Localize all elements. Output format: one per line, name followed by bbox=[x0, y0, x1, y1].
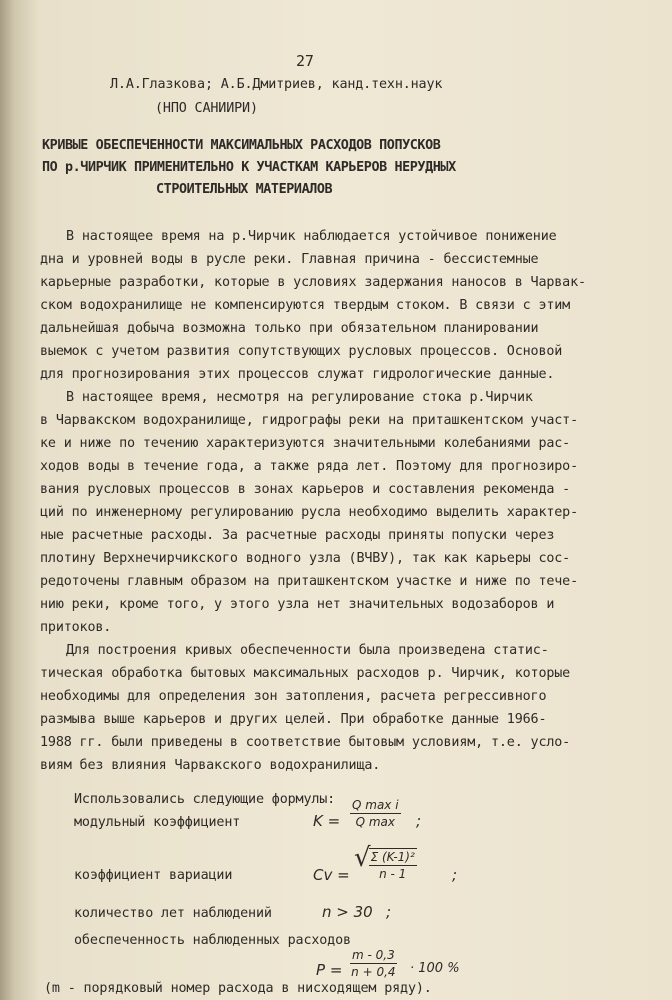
variation-numerator: Σ (K-1)² bbox=[370, 850, 415, 864]
variation-radicand bbox=[369, 848, 417, 881]
body-line: необходимы для определения зон затопления, расчета регрессивного bbox=[40, 689, 547, 704]
body-line: ные расчетные расходы. За расчетные расходы приняты попуски через bbox=[40, 528, 555, 543]
years-count-label: количество лет наблюдений bbox=[74, 906, 272, 921]
years-semicolon: ; bbox=[386, 903, 392, 921]
probability-fraction bbox=[350, 948, 397, 979]
body-line: карьерные разработки, которые в условиях задержания наносов в Чарвак- bbox=[40, 275, 586, 290]
page-number: 27 bbox=[296, 52, 314, 70]
modular-denominator: Q max bbox=[355, 815, 395, 829]
modular-semicolon: ; bbox=[416, 812, 422, 830]
body-line: ском водохранилище не компенсируются твердым стоком. В связи с этим bbox=[40, 298, 571, 313]
title-line-1: КРИВЫЕ ОБЕСПЕЧЕННОСТИ МАКСИМАЛЬНЫХ РАСХОДОВ ПОПУСКОВ bbox=[42, 138, 441, 153]
modular-formula-lhs: K = bbox=[313, 812, 341, 830]
body-line: редоточены главным образом на приташкентском участке и ниже по тече- bbox=[40, 574, 579, 589]
probability-formula-lhs: P = bbox=[316, 961, 343, 979]
modular-numerator: Q max i bbox=[352, 798, 399, 812]
body-line: для прогнозирования этих процессов служат гидрологические данные. bbox=[40, 367, 555, 382]
years-expression: n > 30 bbox=[322, 903, 373, 921]
title-line-3: СТРОИТЕЛЬНЫХ МАТЕРИАЛОВ bbox=[156, 182, 333, 197]
variation-fraction bbox=[369, 850, 417, 881]
footnote-line: (m - порядковый номер расхода в нисходящем ряду). bbox=[44, 981, 432, 996]
body-line: вания русловых процессов в зонах карьеров и составления рекоменда - bbox=[40, 482, 571, 497]
body-line: нию реки, кроме того, у этого узла нет значительных водозаборов и bbox=[40, 597, 555, 612]
formulas-intro: Использовались следующие формулы: bbox=[74, 792, 336, 807]
title-line-2: ПО р.ЧИРЧИК ПРИМЕНИТЕЛЬНО К УЧАСТКАМ КАРЬЕРОВ НЕРУДНЫХ bbox=[42, 160, 456, 175]
variation-formula-lhs: Cv = bbox=[313, 866, 350, 884]
body-line: дальнейшая добыча возможна только при обязательном планировании bbox=[40, 321, 539, 336]
body-line: ке и ниже по течению характеризуются значительными колебаниями рас- bbox=[40, 436, 571, 451]
probability-label: обеспеченность наблюденных расходов bbox=[74, 933, 351, 948]
authors-line: Л.А.Глазкова; А.Б.Дмитриев, канд.техн.наук bbox=[110, 77, 443, 92]
body-line: притоков. bbox=[40, 620, 112, 635]
body-line: В настоящее время на р.Чирчик наблюдается устойчивое понижение bbox=[66, 229, 557, 244]
probability-numerator: m - 0,3 bbox=[352, 948, 395, 962]
body-line: тическая обработка бытовых максимальных расходов р. Чирчик, которые bbox=[40, 666, 571, 681]
probability-denominator: n + 0,4 bbox=[351, 965, 396, 979]
variation-denominator: n - 1 bbox=[379, 867, 407, 881]
probability-formula-tail: · 100 % bbox=[410, 961, 460, 976]
modular-fraction bbox=[350, 798, 401, 829]
radical-sign-icon: √ bbox=[354, 843, 371, 873]
body-line: выемок с учетом развития сопутствующих русловых процессов. Основой bbox=[40, 344, 563, 359]
body-line: в Чарвакском водохранилище, гидрографы реки на приташкентском участ- bbox=[40, 413, 579, 428]
variation-semicolon: ; bbox=[452, 866, 458, 884]
modular-coefficient-label: модульный коэффициент bbox=[74, 815, 241, 830]
body-line: виям без влияния Чарвакского водохранилища. bbox=[40, 758, 381, 773]
body-line: плотину Верхнечирчикского водного узла (ВЧВУ), так как карьеры сос- bbox=[40, 551, 571, 566]
body-line: ций по инженерному регулированию русла необходимо выделить характер- bbox=[40, 505, 579, 520]
body-line: размыва выше карьеров и других целей. При обработке данные 1966- bbox=[40, 712, 547, 727]
body-line: В настоящее время, несмотря на регулирование стока р.Чирчик bbox=[66, 390, 533, 405]
body-line: Для построения кривых обеспеченности была произведена статис- bbox=[66, 643, 549, 658]
body-line: 1988 гг. были приведены в соответствие бытовым условиям, т.е. усло- bbox=[40, 735, 571, 750]
variation-sqrt bbox=[354, 843, 417, 881]
body-line: дна и уровней воды в русле реки. Главная причина - бессистемные bbox=[40, 252, 539, 267]
variation-coefficient-label: коэффициент вариации bbox=[74, 868, 233, 883]
organization-line: (НПО САНИИРИ) bbox=[155, 101, 258, 116]
body-line: ходов воды в течение года, а также ряда лет. Поэтому для прогнозиро- bbox=[40, 459, 579, 474]
